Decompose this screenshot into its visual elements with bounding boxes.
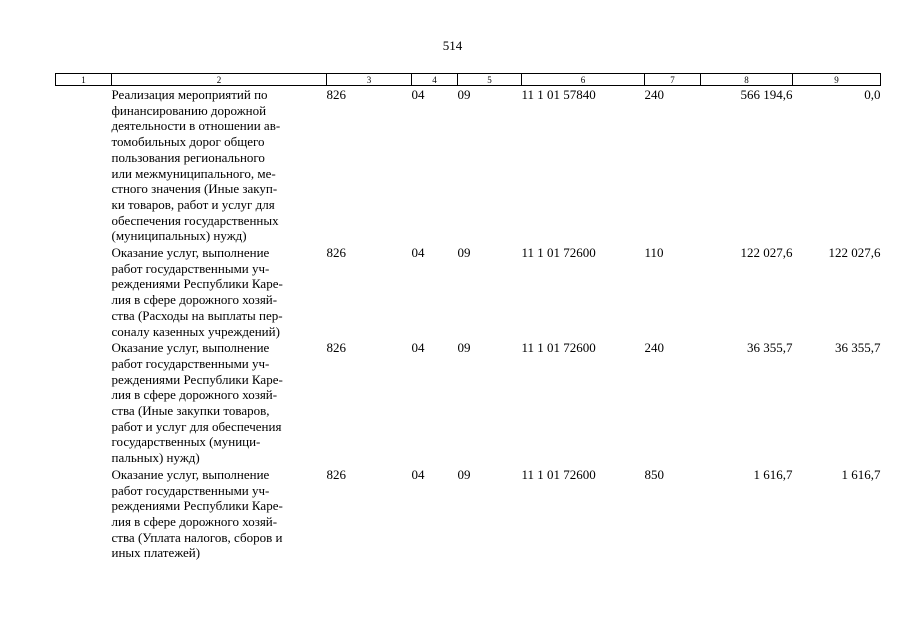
- cell-col-5: 09: [457, 245, 471, 261]
- description-text: Оказание услуг, выполнение работ государственными уч- реждениями Республики Каре- лия в сфере дорожного хозяй- ства (Иные закупки товаров, работ и услуг для обеспечения государственных (муници- пальных) нужд): [111, 340, 283, 466]
- table-row: [56, 86, 881, 245]
- cell-col-9: 122 027,6: [828, 245, 881, 261]
- row-col-1: [56, 339, 112, 466]
- cell-col-9: 36 355,7: [835, 340, 881, 356]
- header-col-6: 6: [522, 74, 645, 86]
- cell-col-3: 826: [326, 245, 346, 261]
- cell-col-5: 09: [457, 87, 471, 102]
- description-text: Оказание услуг, выполнение работ государственными уч- реждениями Республики Каре- лия в сфере дорожного хозяй- ства (Уплата налогов, сборов и иных платежей): [111, 466, 283, 561]
- cell-col-4: 04: [411, 340, 425, 356]
- row-col-1: [56, 466, 112, 561]
- cell-col-5: 09: [457, 466, 471, 482]
- cell-col-6: 11 1 01 72600: [521, 340, 596, 356]
- cell-col-7: 850: [644, 466, 664, 482]
- cell-col-3: 826: [326, 340, 346, 356]
- header-col-5: 5: [458, 74, 522, 86]
- description-text: Реализация мероприятий по финансированию дорожной деятельности в отношении ав- томобильных дорог общего пользования регионального или межмуниципального, ме- стного значения (Иные закуп- ки товаров, работ и услуг для обеспечения государственных (муниципальных) нужд): [111, 87, 281, 244]
- row-description: [112, 86, 327, 245]
- row-col-1: [56, 86, 112, 245]
- cell-col-4: 04: [411, 245, 425, 261]
- header-col-7: 7: [645, 74, 701, 86]
- cell-col-9: 0,0: [864, 87, 881, 102]
- cell-col-8: 566 194,6: [740, 87, 793, 102]
- cell-col-8: 1 616,7: [753, 466, 793, 482]
- cell-col-7: 110: [644, 245, 664, 261]
- cell-col-5: 09: [457, 340, 471, 356]
- header-col-3: 3: [327, 74, 412, 86]
- cell-col-6: 11 1 01 72600: [521, 245, 596, 261]
- page-number: 514: [442, 38, 463, 53]
- row-description: [112, 244, 327, 339]
- table-row: [56, 339, 881, 466]
- cell-col-4: 04: [411, 466, 425, 482]
- description-text: Оказание услуг, выполнение работ государственными уч- реждениями Республики Каре- лия в сфере дорожного хозяй- ства (Расходы на выплаты пер- соналу казенных учреждений): [111, 245, 283, 339]
- cell-col-6: 11 1 01 72600: [521, 466, 596, 482]
- cell-col-4: 04: [411, 87, 425, 102]
- table-row: [56, 244, 881, 339]
- header-col-4: 4: [412, 74, 458, 86]
- budget-table: [55, 73, 881, 561]
- cell-col-8: 36 355,7: [747, 340, 793, 356]
- header-row: [56, 74, 881, 86]
- row-description: [112, 339, 327, 466]
- header-col-2: 2: [112, 74, 327, 86]
- cell-col-8: 122 027,6: [740, 245, 793, 261]
- cell-col-9: 1 616,7: [841, 466, 881, 482]
- header-col-9: 9: [793, 74, 881, 86]
- cell-col-3: 826: [326, 87, 346, 102]
- row-description: [112, 466, 327, 561]
- header-col-8: 8: [701, 74, 793, 86]
- cell-col-7: 240: [644, 87, 664, 102]
- cell-col-7: 240: [644, 340, 664, 356]
- cell-col-3: 826: [326, 466, 346, 482]
- table-row: [56, 466, 881, 561]
- cell-col-6: 11 1 01 57840: [521, 87, 596, 102]
- row-col-1: [56, 244, 112, 339]
- header-col-1: 1: [56, 74, 112, 86]
